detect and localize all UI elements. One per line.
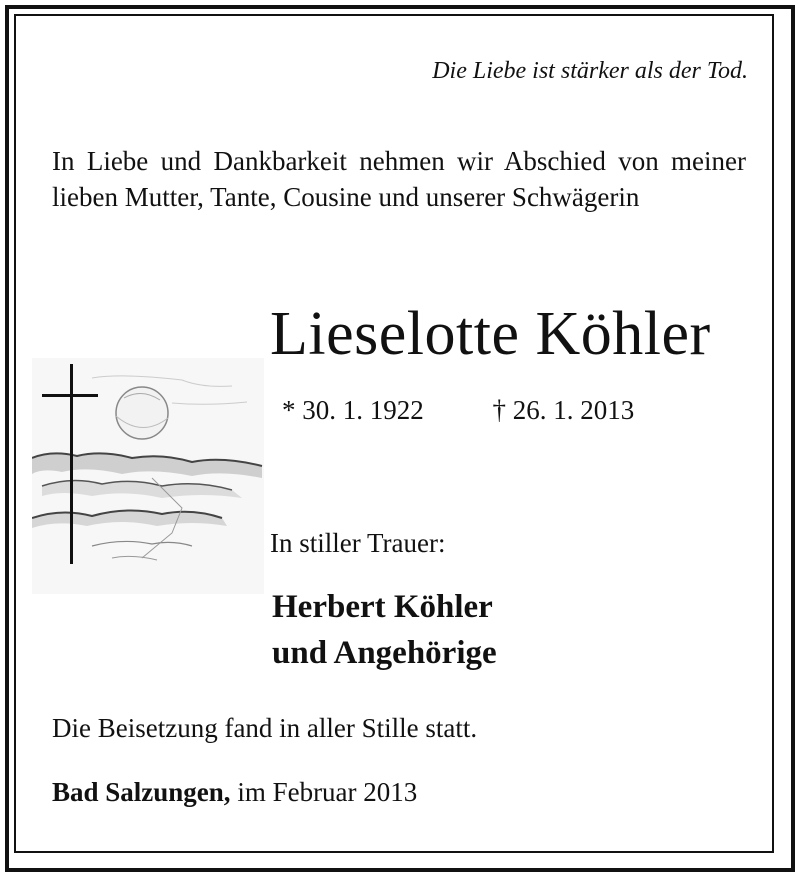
cross-landscape-sun-illustration (32, 358, 264, 594)
deceased-name: Lieselotte Köhler (270, 300, 711, 368)
burial-note: Die Beisetzung fand in aller Stille statt. (52, 713, 478, 743)
family-names (272, 584, 497, 676)
family-line-1: Herbert Köhler (272, 589, 493, 625)
motto: Die Liebe ist stärker als der Tod. (432, 58, 748, 84)
death-date: † 26. 1. 2013 (492, 395, 635, 425)
place-name: Bad Salzungen, (52, 777, 231, 807)
place-date (52, 777, 417, 808)
mourning-label: In stiller Trauer: (270, 528, 446, 558)
life-dates (282, 395, 634, 426)
birth-date: * 30. 1. 1922 (282, 395, 424, 425)
date-line: im Februar 2013 (237, 777, 418, 807)
intro-text: In Liebe und Dankbarkeit nehmen wir Abschied von meiner lieben Mutter, Tante, Cousine und unserer Schwägerin (52, 146, 746, 212)
family-line-2: und Angehörige (272, 635, 497, 671)
